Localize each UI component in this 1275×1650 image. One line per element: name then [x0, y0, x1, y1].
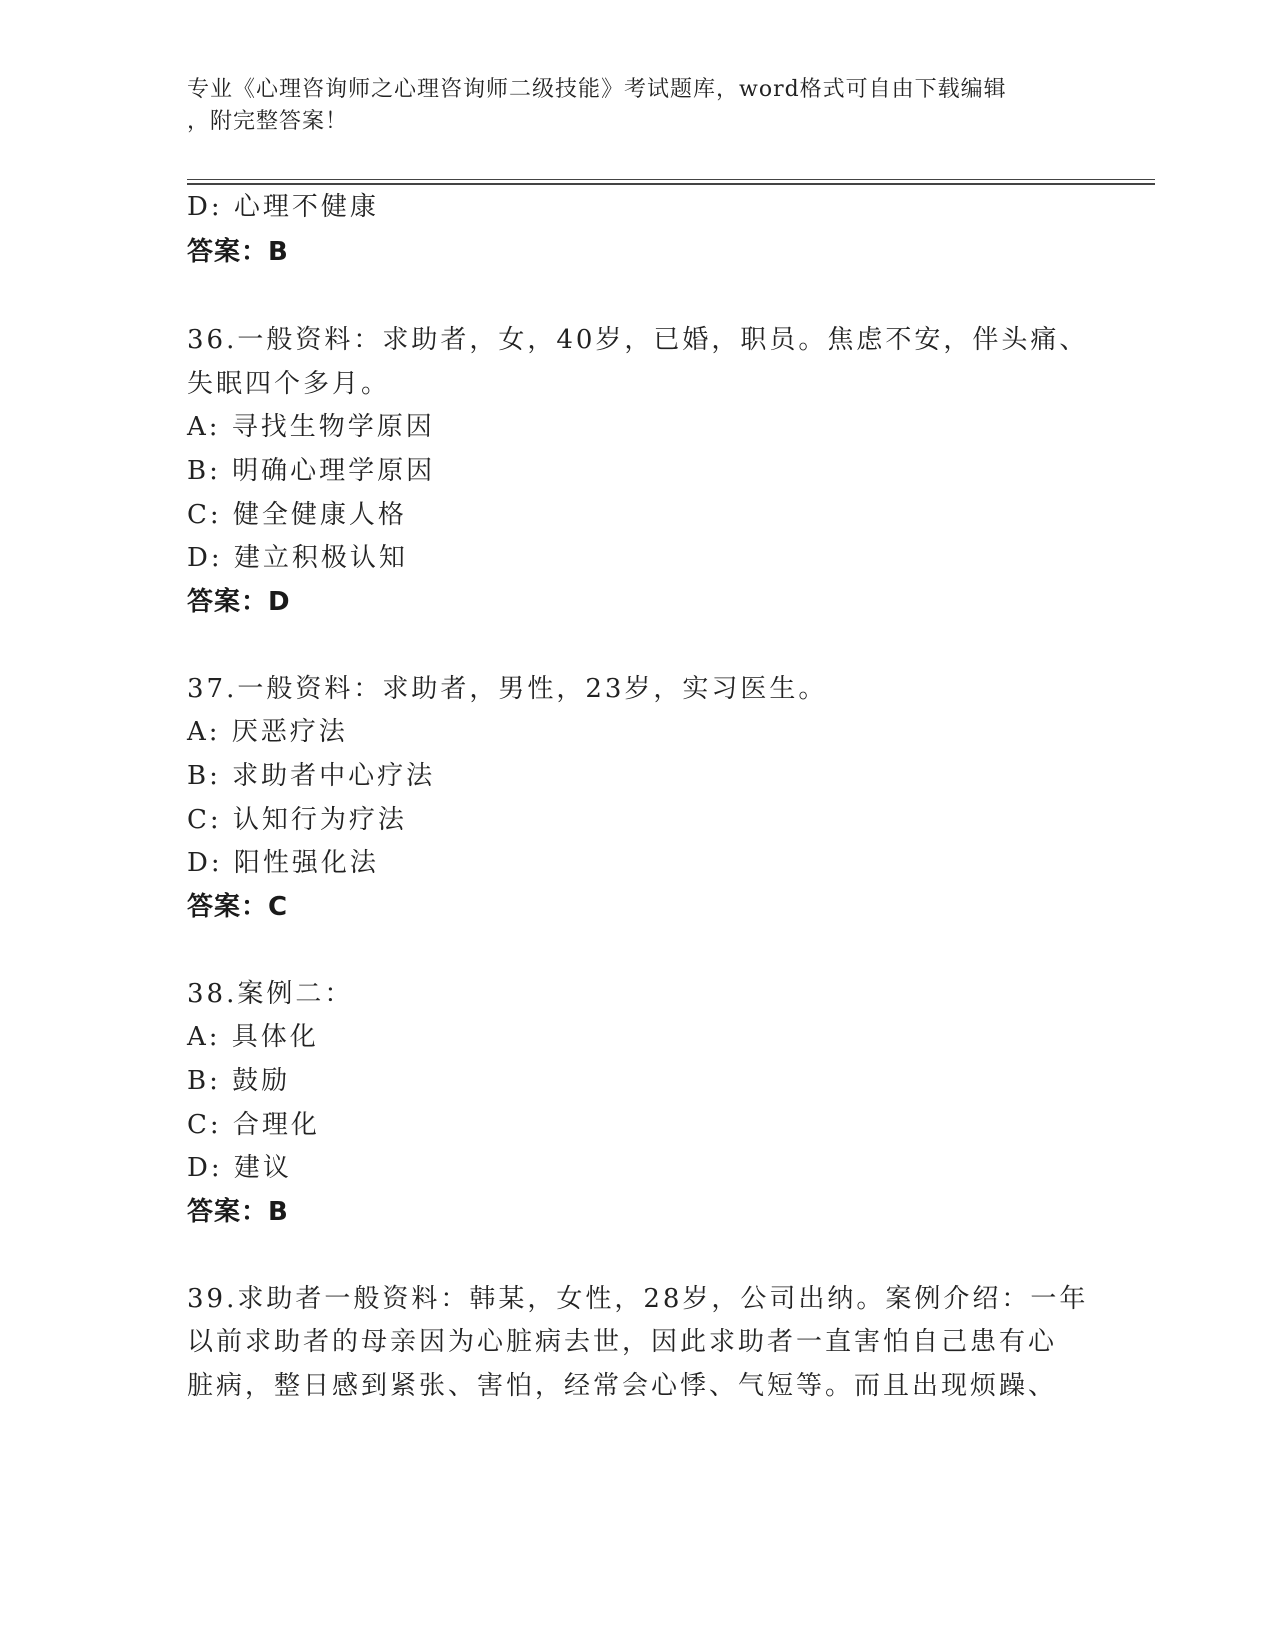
prev-option-d: D: 心理不健康 [187, 192, 379, 222]
q36-option-c: C: 健全健康人格 [187, 500, 407, 530]
q37-text-line-1: 37.一般资料：求助者，男性，23岁，实习医生。 [187, 674, 828, 704]
q36-option-b: B: 明确心理学原因 [187, 456, 436, 486]
q39-text-line-1: 39.求助者一般资料：韩某，女性，28岁，公司出纳。案例介绍：一年 [187, 1284, 1089, 1314]
q38-option-c: C: 合理化 [187, 1110, 320, 1140]
header-divider-bottom [187, 183, 1155, 185]
q39-text-line-2: 以前求助者的母亲因为心脏病去世，因此求助者一直害怕自己患有心 [187, 1327, 1058, 1357]
q38-option-b: B: 鼓励 [187, 1066, 291, 1096]
q36-answer: 答案：D [187, 587, 291, 617]
q36-option-d: D: 建立积极认知 [187, 543, 408, 573]
q37-option-b: B: 求助者中心疗法 [187, 761, 436, 791]
prev-answer: 答案：B [187, 237, 289, 267]
q36-text-line-2: 失眠四个多月。 [187, 369, 391, 399]
q38-text-line-1: 38.案例二： [187, 979, 354, 1009]
q37-option-c: C: 认知行为疗法 [187, 805, 407, 835]
q36-option-a: A: 寻找生物学原因 [187, 412, 435, 442]
q39-text-line-3: 脏病，整日感到紧张、害怕，经常会心悸、气短等。而且出现烦躁、 [187, 1371, 1058, 1401]
document-header [187, 74, 1087, 138]
header-divider-top [187, 179, 1155, 180]
q38-option-a: A: 具体化 [187, 1022, 319, 1052]
q38-option-d: D: 建议 [187, 1153, 292, 1183]
header-line-2: ，附完整答案！ [187, 109, 349, 134]
q38-answer: 答案：B [187, 1197, 289, 1227]
q37-option-d: D: 阳性强化法 [187, 848, 379, 878]
header-line-1: 专业《心理咨询师之心理咨询师二级技能》考试题库，word格式可自由下载编辑 [187, 77, 1007, 102]
q37-answer: 答案：C [187, 892, 289, 922]
q37-option-a: A: 厌恶疗法 [187, 717, 348, 747]
q36-text-line-1: 36.一般资料：求助者，女，40岁，已婚，职员。焦虑不安，伴头痛、 [187, 325, 1089, 355]
